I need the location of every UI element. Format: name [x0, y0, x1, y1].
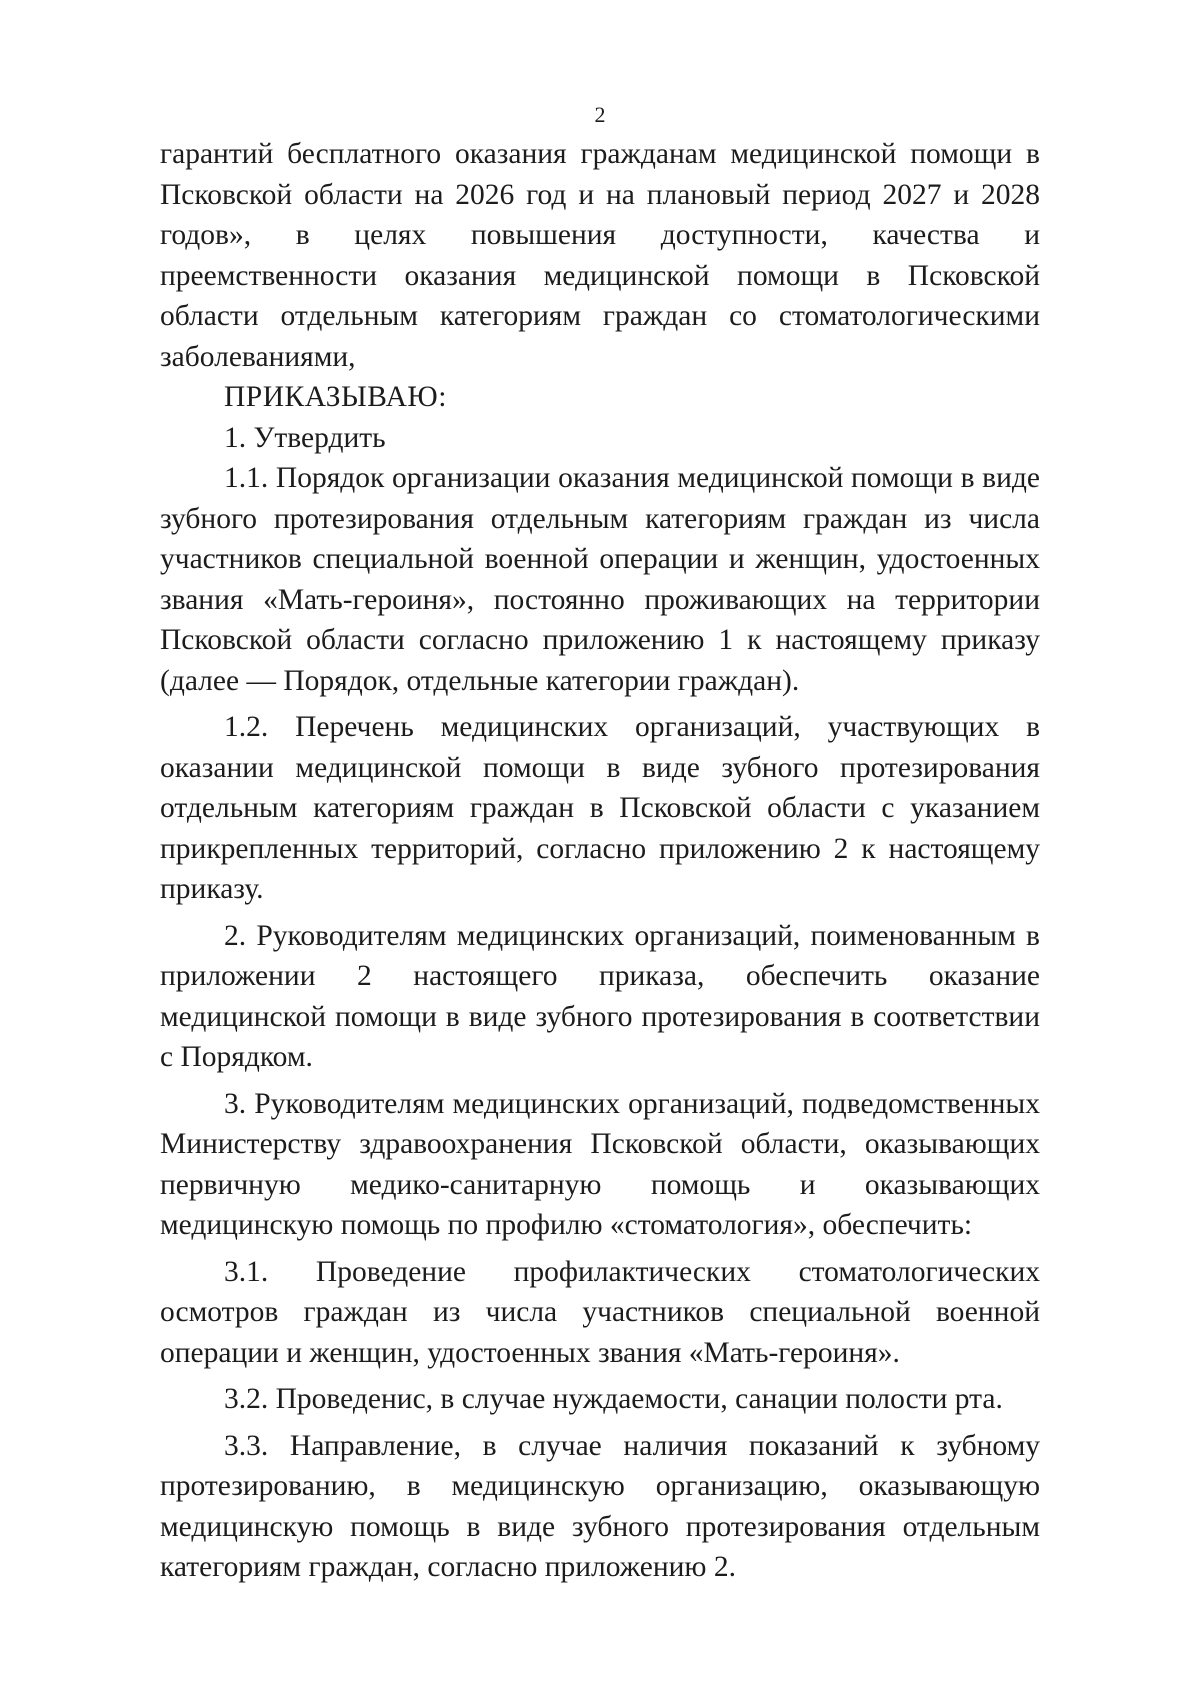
- document-body: [160, 134, 1040, 1588]
- clause-3-3: 3.3. Направление, в случае наличия показаний к зубному протезированию, в медицинскую организацию, оказывающую медицинскую помощь в виде зубного протезирования отдельным категориям граждан, согласно приложению 2.: [160, 1429, 1040, 1583]
- clause-1: 1. Утвердить: [224, 421, 386, 454]
- clause-1-2: 1.2. Перечень медицинских организаций, участвующих в оказании медицинской помощи в виде зубного протезирования отдельным категориям граждан в Псковской области с указанием прикрепленных территорий, согласно приложению 2 к настоящему приказу.: [160, 711, 1040, 905]
- clause-2: 2. Руководителям медицинских организаций, поименованным в приложении 2 настоящего приказа, обеспечить оказание медицинской помощи в виде зубного протезирования в соответствии с Порядком.: [160, 919, 1040, 1073]
- clause-3: 3. Руководителям медицинских организаций, подведомственных Министерству здравоохранения Псковской области, оказывающих первичную медико-санитарную помощь и оказывающих медицинскую помощь по профилю «стоматология», обеспечить:: [160, 1087, 1040, 1241]
- order-heading: ПРИКАЗЫВАЮ:: [224, 381, 447, 413]
- page-number: 2: [594, 102, 606, 127]
- clause-1-1: 1.1. Порядок организации оказания медицинской помощи в виде зубного протезирования отдельным категориям граждан из числа участников специальной военной операции и женщин, удостоенных звания «Мать-героиня», постоянно проживающих на территории Псковской области согласно приложению 1 к настоящему приказу (далее — Порядок, отдельные категории граждан).: [160, 462, 1040, 697]
- clause-3-2: 3.2. Проведенис, в случае нуждаемости, санации полости рта.: [224, 1383, 1003, 1415]
- preamble-paragraph: гарантий бесплатного оказания гражданам медицинской помощи в Псковской области на 2026 год и на плановый период 2027 и 2028 годов», в целях повышения доступности, качества и преемственности оказания медицинской помощи в Псковской области отдельным категориям граждан со стоматологическими заболеваниями,: [160, 138, 1040, 373]
- clause-3-1: 3.1. Проведение профилактических стоматологических осмотров граждан из числа участников специальной военной операции и женщин, удостоенных звания «Мать-героиня».: [160, 1255, 1040, 1369]
